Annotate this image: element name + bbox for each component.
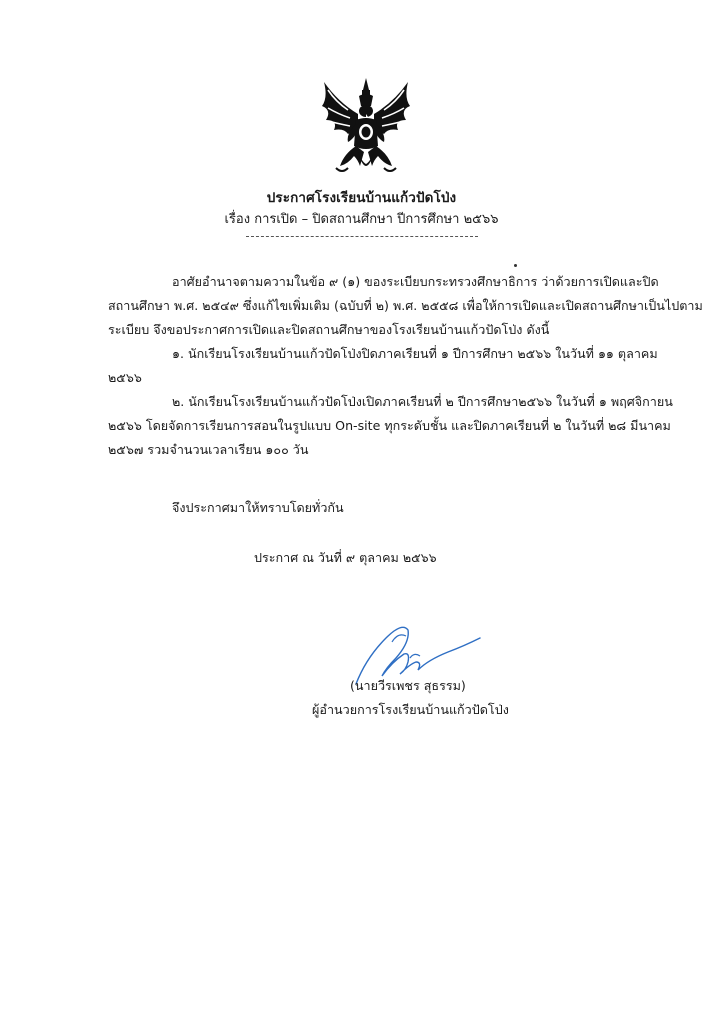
ink-dot xyxy=(514,264,517,267)
signer-position: ผู้อำนวยการโรงเรียนบ้านแก้วปัดโป่ง xyxy=(312,702,509,717)
item-2-line-3: ๒๕๖๗ รวมจำนวนเวลาเรียน ๑๐๐ วัน xyxy=(108,442,309,457)
garuda-emblem-icon xyxy=(318,76,414,180)
announcement-subject: เรื่อง การเปิด – ปิดสถานศึกษา ปีการศึกษา ๒๕๖๖ xyxy=(224,212,499,227)
intro-line-3: ระเบียบ จึงขอประกาศการเปิดและปิดสถานศึกษาของโรงเรียนบ้านแก้วปัดโป่ง ดังนี้ xyxy=(108,322,550,337)
announcement-date: ประกาศ ณ วันที่ ๙ ตุลาคม ๒๕๖๖ xyxy=(254,550,437,565)
item-1-line-2: ๒๕๖๖ xyxy=(108,370,142,385)
item-2-line-1: ๒. นักเรียนโรงเรียนบ้านแก้วปัดโป่งเปิดภาคเรียนที่ ๒ ปีการศึกษา๒๕๖๖ ในวันที่ ๑ พฤศจิกายน xyxy=(172,394,673,409)
signer-name: (นายวีรเพชร สุธรรม) xyxy=(350,678,466,693)
item-2-line-2: ๒๕๖๖ โดยจัดการเรียนการสอนในรูปแบบ On-site ทุกระดับชั้น และปิดภาคเรียนที่ ๒ ในวันที่ ๒๘ มีนาคม xyxy=(108,418,671,433)
announcement-title: ประกาศโรงเรียนบ้านแก้วปัดโป่ง xyxy=(266,190,457,206)
intro-line-1: อาศัยอำนาจตามความในข้อ ๙ (๑) ของระเบียบกระทรวงศึกษาธิการ ว่าด้วยการเปิดและปิด xyxy=(172,274,659,289)
intro-line-2: สถานศึกษา พ.ศ. ๒๕๔๙ ซึ่งแก้ไขเพิ่มเติม (ฉบับที่ ๒) พ.ศ. ๒๕๕๘ เพื่อให้การเปิดและเปิดสถานศึกษาเป็นไปตาม xyxy=(108,298,703,313)
divider xyxy=(246,236,478,237)
item-1-line-1: ๑. นักเรียนโรงเรียนบ้านแก้วปัดโป่งปิดภาคเรียนที่ ๑ ปีการศึกษา ๒๕๖๖ ในวันที่ ๑๑ ตุลาคม xyxy=(172,346,658,361)
closing-statement: จึงประกาศมาให้ทราบโดยทั่วกัน xyxy=(172,500,344,515)
